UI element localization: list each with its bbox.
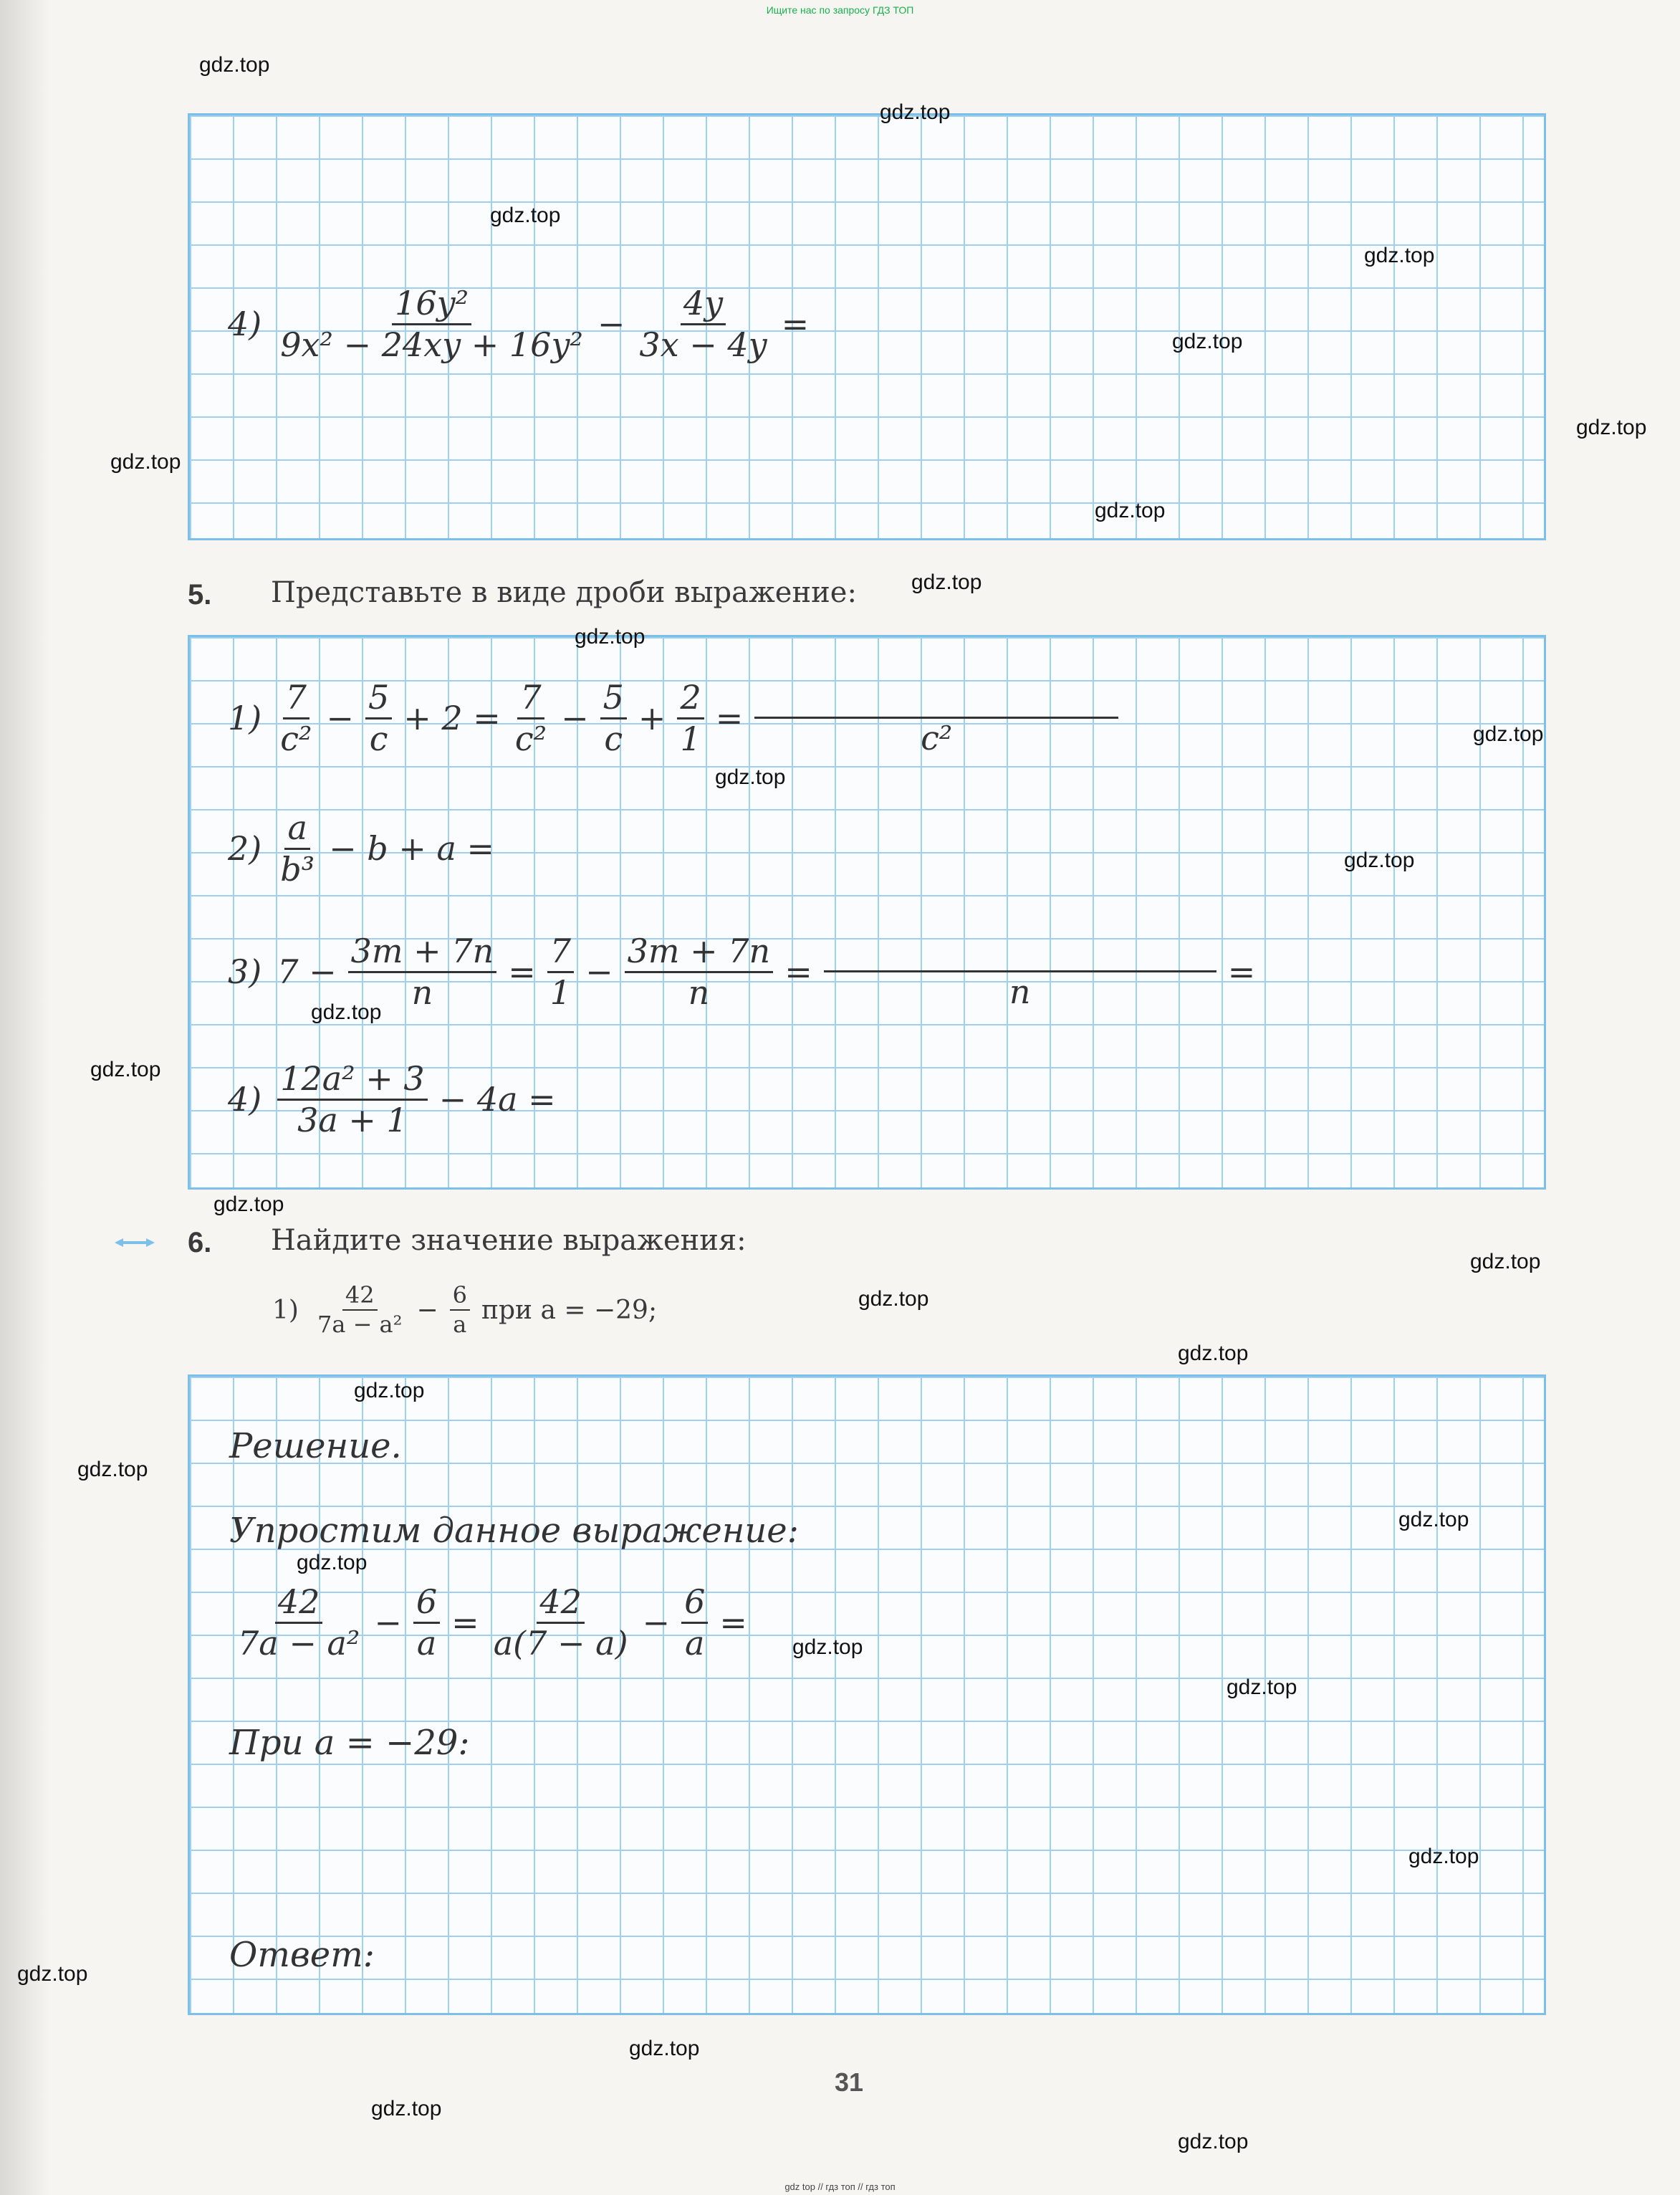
grid-task6 bbox=[188, 1374, 1546, 2015]
denominator: n bbox=[411, 972, 433, 1012]
page-edge-shadow bbox=[0, 0, 50, 2195]
task6-at-value: При a = −29: bbox=[229, 1723, 470, 1763]
numerator: 42 bbox=[342, 1283, 378, 1311]
task4-frac1-denominator: 9x² − 24xy + 16y² bbox=[280, 325, 583, 364]
task5-item2-frac-a bbox=[277, 810, 317, 887]
watermark: gdz.top bbox=[490, 204, 561, 227]
watermark: gdz.top bbox=[77, 1458, 148, 1481]
task4-frac2-numerator: 4y bbox=[681, 285, 726, 325]
numerator: 5 bbox=[600, 679, 627, 719]
watermark: gdz.top bbox=[199, 53, 270, 77]
task6-item1-frac-a bbox=[315, 1283, 405, 1337]
denominator: c² bbox=[921, 719, 953, 758]
task6-item1 bbox=[272, 1283, 663, 1337]
task6-simp-frac-a bbox=[235, 1584, 363, 1661]
denominator: n bbox=[688, 972, 710, 1012]
task6-simplification bbox=[229, 1584, 753, 1661]
numerator: 42 bbox=[537, 1584, 585, 1624]
watermark: gdz.top bbox=[1473, 722, 1544, 746]
watermark: gdz.top bbox=[1178, 2130, 1249, 2153]
equals-sign: = bbox=[451, 1603, 479, 1642]
watermark: gdz.top bbox=[880, 100, 951, 124]
watermark: gdz.top bbox=[1227, 1675, 1297, 1699]
task5-item1-frac-c bbox=[512, 679, 549, 757]
denominator: a bbox=[684, 1623, 705, 1663]
equals-sign: = bbox=[784, 952, 812, 992]
watermark: gdz.top bbox=[575, 625, 645, 649]
watermark: gdz.top bbox=[911, 570, 982, 594]
watermark: gdz.top bbox=[1576, 416, 1647, 439]
denominator: a bbox=[453, 1311, 467, 1339]
task5-item2-rest: − b + a = bbox=[329, 829, 495, 869]
task5-item2-label: 2) bbox=[228, 829, 262, 869]
task6-simp-frac-d bbox=[681, 1584, 708, 1661]
task5-number: 5. bbox=[188, 579, 212, 611]
watermark: gdz.top bbox=[1172, 330, 1243, 353]
denominator: a(7 − a) bbox=[493, 1623, 628, 1663]
task5-item1-frac-d bbox=[600, 679, 627, 757]
denominator: c² bbox=[280, 719, 312, 758]
task5-item4 bbox=[228, 1061, 562, 1138]
plus-sign: + bbox=[638, 699, 666, 738]
task4-frac2-denominator: 3x − 4y bbox=[639, 325, 767, 364]
denominator: c² bbox=[514, 719, 547, 758]
task5-item4-label: 4) bbox=[228, 1080, 262, 1119]
task5-item1-frac-a bbox=[277, 679, 315, 757]
watermark: gdz.top bbox=[629, 2037, 700, 2060]
double-arrow-icon bbox=[113, 1237, 156, 1248]
task5-item3-seven: 7 − bbox=[277, 952, 337, 992]
watermark: gdz.top bbox=[371, 2097, 442, 2120]
blank-numerator[interactable] bbox=[824, 933, 1216, 972]
task5-item1-result-frac bbox=[754, 679, 1118, 757]
denominator: 1 bbox=[680, 719, 701, 758]
task4-fraction-2 bbox=[636, 285, 769, 363]
numerator: 5 bbox=[365, 679, 392, 719]
task4-expression bbox=[228, 285, 815, 363]
task5-item2 bbox=[228, 810, 500, 887]
task5-item1-frac-e bbox=[677, 679, 704, 757]
watermark: gdz.top bbox=[90, 1058, 161, 1081]
watermark: gdz.top bbox=[1470, 1250, 1541, 1273]
task5-item1-plus-two: + 2 = bbox=[403, 699, 501, 738]
numerator: 7 bbox=[547, 933, 574, 973]
numerator: 2 bbox=[677, 679, 704, 719]
minus-sign: − bbox=[416, 1295, 438, 1325]
task5-item3-frac-a bbox=[348, 933, 497, 1010]
task4-minus: − bbox=[597, 305, 625, 344]
task5-item1-frac-b bbox=[365, 679, 392, 757]
task5-item4-frac-a bbox=[277, 1061, 427, 1138]
task5-item3-frac-c bbox=[625, 933, 774, 1010]
task5-item1-label: 1) bbox=[228, 699, 262, 738]
denominator: 3a + 1 bbox=[297, 1100, 408, 1139]
watermark: gdz.top bbox=[792, 1635, 863, 1659]
numerator: 3m + 7n bbox=[625, 933, 774, 973]
watermark: gdz.top bbox=[311, 1000, 382, 1024]
equals-sign: = bbox=[1227, 952, 1256, 992]
watermark: gdz.top bbox=[1344, 848, 1415, 872]
page-number: 31 bbox=[834, 2067, 864, 2097]
numerator: 6 bbox=[450, 1283, 470, 1311]
equals-sign: = bbox=[508, 952, 536, 992]
task6-number: 6. bbox=[188, 1227, 212, 1258]
minus-sign: − bbox=[561, 699, 589, 738]
task6-simp-frac-b bbox=[413, 1584, 440, 1661]
task4-fraction-1 bbox=[277, 285, 586, 363]
watermark: gdz.top bbox=[1178, 1342, 1249, 1365]
blank-numerator[interactable] bbox=[754, 679, 1118, 719]
denominator: 1 bbox=[549, 972, 572, 1012]
watermark: gdz.top bbox=[1408, 1845, 1479, 1868]
task6-title: Найдите значение выражения: bbox=[271, 1224, 747, 1257]
denominator: c bbox=[369, 719, 388, 758]
task6-item1-frac-b bbox=[450, 1283, 470, 1337]
numerator: 6 bbox=[413, 1584, 440, 1624]
task6-answer-label: Ответ: bbox=[229, 1935, 375, 1975]
denominator: b³ bbox=[280, 849, 315, 889]
bottom-note[interactable]: gdz top // гдз топ // гдз топ bbox=[784, 2181, 896, 2192]
minus-sign: − bbox=[585, 952, 613, 992]
denominator: n bbox=[1009, 972, 1031, 1012]
task6-item1-label: 1) bbox=[272, 1295, 299, 1325]
task5-item4-rest: − 4a = bbox=[438, 1080, 556, 1119]
equals-sign: = bbox=[719, 1603, 747, 1642]
watermark: gdz.top bbox=[715, 765, 786, 789]
task6-item1-condition: при a = −29; bbox=[481, 1295, 658, 1325]
minus-sign: − bbox=[374, 1603, 402, 1642]
minus-sign: − bbox=[326, 699, 354, 738]
numerator: 12a² + 3 bbox=[277, 1061, 427, 1101]
top-note[interactable]: Ищите нас по запросу ГДЗ ТОП bbox=[766, 4, 914, 16]
numerator: 42 bbox=[275, 1584, 323, 1624]
watermark: gdz.top bbox=[354, 1379, 425, 1402]
task5-item3-frac-b bbox=[547, 933, 574, 1010]
denominator: 7a − a² bbox=[317, 1311, 403, 1339]
task5-item3-label: 3) bbox=[228, 952, 262, 992]
task6-simplify-label: Упростим данное выражение: bbox=[229, 1511, 799, 1551]
watermark: gdz.top bbox=[17, 1962, 88, 1986]
task5-item3 bbox=[228, 933, 1261, 1010]
numerator: 6 bbox=[681, 1584, 708, 1624]
watermark: gdz.top bbox=[297, 1551, 368, 1574]
minus-sign: − bbox=[642, 1603, 671, 1642]
task5-title: Представьте в виде дроби выражение: bbox=[271, 576, 857, 609]
task5-item3-result-frac bbox=[824, 933, 1216, 1010]
numerator: 3m + 7n bbox=[348, 933, 497, 973]
numerator: a bbox=[284, 810, 309, 850]
denominator: 7a − a² bbox=[238, 1623, 360, 1663]
denominator: c bbox=[604, 719, 623, 758]
task5-item1 bbox=[228, 679, 1124, 757]
denominator: a bbox=[416, 1623, 437, 1663]
numerator: 7 bbox=[283, 679, 309, 719]
watermark: gdz.top bbox=[1398, 1508, 1469, 1531]
task6-simp-frac-c bbox=[491, 1584, 631, 1661]
equals-sign: = bbox=[715, 699, 744, 738]
task6-solution-label: Решение. bbox=[229, 1426, 402, 1466]
task4-frac1-numerator: 16y² bbox=[392, 285, 471, 325]
task4-label: 4) bbox=[228, 305, 262, 344]
watermark: gdz.top bbox=[1364, 244, 1435, 267]
watermark: gdz.top bbox=[213, 1192, 284, 1216]
watermark: gdz.top bbox=[1095, 499, 1166, 522]
task4-equals: = bbox=[781, 305, 810, 344]
numerator: 7 bbox=[517, 679, 544, 719]
watermark: gdz.top bbox=[858, 1287, 929, 1311]
watermark: gdz.top bbox=[110, 450, 181, 474]
